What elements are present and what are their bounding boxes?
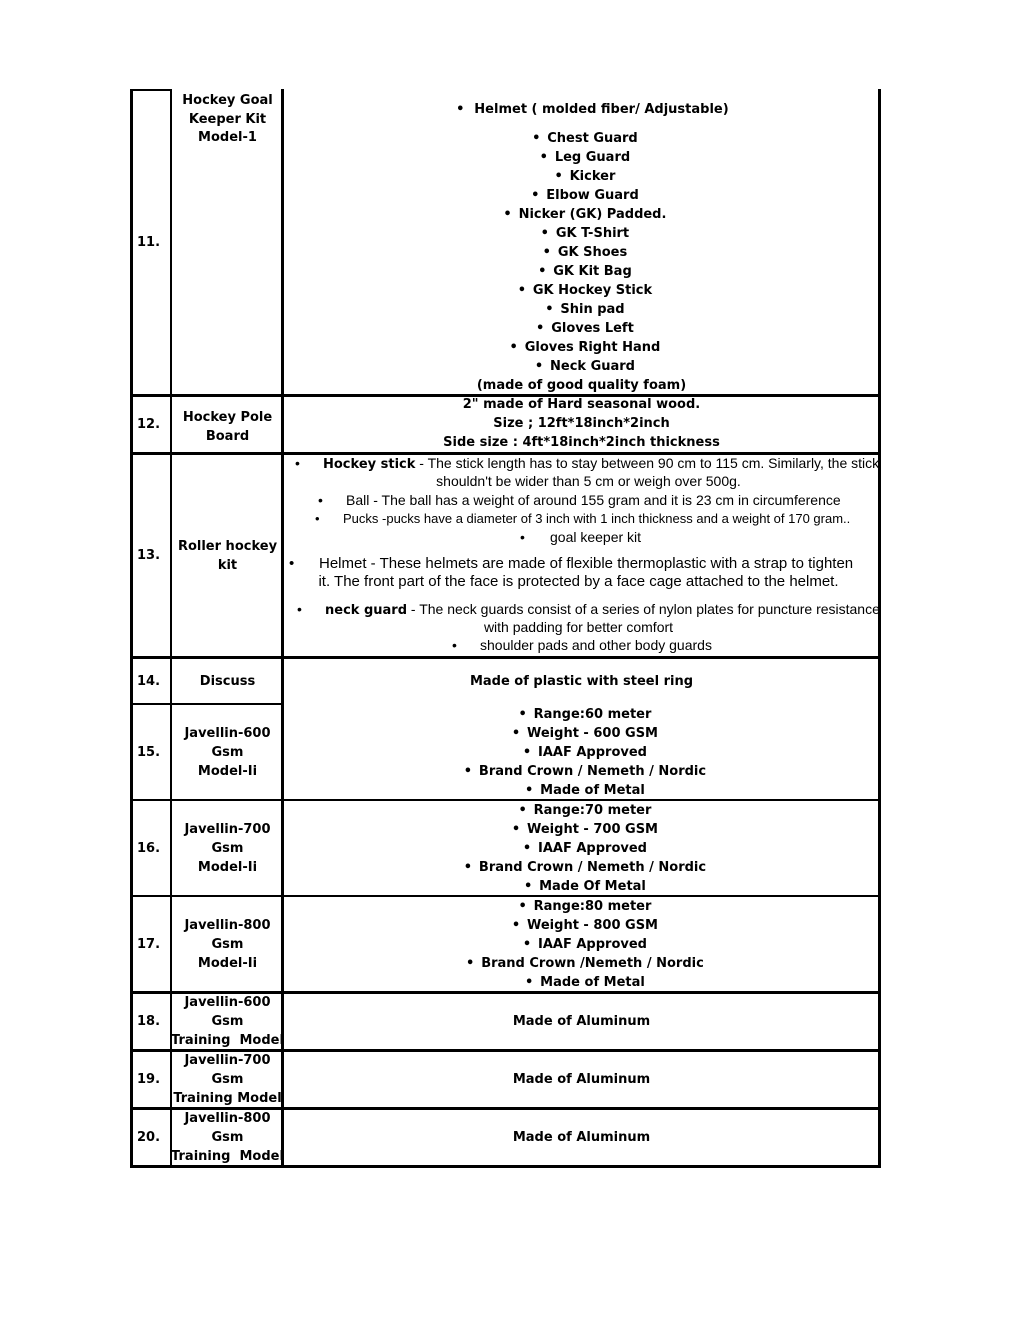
bullet-icon: • (525, 783, 534, 798)
row-number: 13. (137, 548, 161, 563)
item-description: Made of Aluminum (512, 1130, 651, 1145)
list-item: • IAAF Approved (283, 935, 880, 954)
list-item: • Leg Guard (283, 148, 880, 167)
list-item: • Range:70 meter (283, 801, 880, 820)
list-item: • Range:80 meter (283, 897, 880, 916)
list-item: • Weight - 600 GSM (283, 724, 880, 743)
row-number: 14. (137, 673, 161, 689)
list-item: • Helmet ( molded fiber/ Adjustable) (283, 100, 880, 119)
list-item: • Ball - The ball has a weight of around 155 gram and it is 23 cm in circumference (318, 492, 841, 508)
bullet-icon: • (542, 245, 551, 260)
bullet-icon: • (466, 956, 475, 971)
list-item: • Brand Crown / Nemeth / Nordic (283, 762, 880, 781)
bullet-icon: • (289, 555, 295, 572)
item-description: Made of Aluminum (512, 1014, 651, 1029)
bullet-icon: • (539, 150, 548, 165)
spec-list (283, 801, 880, 896)
item-description (283, 897, 880, 992)
list-item: • GK Shoes (283, 243, 880, 262)
bullet-icon: • (518, 803, 527, 818)
table-row (131, 455, 880, 656)
bullet-icon: • (554, 169, 563, 184)
row-number: 16. (137, 840, 161, 856)
bullet-icon: • (297, 601, 302, 617)
spec-list (283, 897, 880, 992)
item-description: • Hockey stick - The stick length has to stay between 90 cm to 115 cm. Similarly, the stick shouldn't be wider than 5 cm or weigh over 500g. • Ball - The ball has a weight of around 155 gram and it is 23 cm in circumference • Pucks -pucks have a diameter of 3 inch with 1 inch thickness and a weight of 170 gram.. • goal keeper kit • Helmet - These helmets are made of flexible thermoplastic with a strap to tighten it. The front part of the face is protected by a face cage attached to the helmet. • neck guard - The neck guards consist of a series of nylon plates for puncture resistance with padding for better comfort • shoulder pads and other body guards (283, 454, 880, 654)
list-item: • Brand Crown /Nemeth / Nordic (283, 954, 880, 973)
table-row (131, 1110, 880, 1165)
item-description: Made of Aluminum (512, 1072, 651, 1087)
bullet-icon: • (522, 937, 532, 952)
list-item: • Nicker (GK) Padded. (283, 205, 880, 224)
item-name: Roller hockey kit (177, 538, 278, 573)
item-name: Javellin-800 Gsm Model-Ii (184, 917, 271, 971)
bullet-icon: • (531, 188, 540, 203)
bullet-icon: • (315, 511, 320, 526)
table-row (131, 705, 880, 799)
table-row (131, 1052, 880, 1107)
list-item: • Shin pad (283, 300, 880, 319)
list-item: • shoulder pads and other body guards (452, 637, 712, 653)
bullet-icon: • (511, 822, 521, 837)
bullet-icon: • (503, 207, 512, 222)
spec-list (283, 705, 880, 800)
list-item: • Made Of Metal (283, 877, 880, 896)
bullet-icon: • (540, 226, 549, 241)
table-row (131, 91, 880, 394)
bullet-icon: • (511, 726, 521, 741)
item-name: Javellin-800 Gsm Training Model (171, 1111, 284, 1164)
list-item: • Neck Guard (283, 357, 880, 376)
row-number: 20. (137, 1130, 161, 1145)
bullet-icon: • (452, 637, 457, 653)
bullet-icon: • (518, 707, 527, 722)
row-number: 15. (137, 744, 161, 760)
bullet-icon: • (318, 492, 323, 508)
bullet-icon: • (532, 131, 541, 146)
row-number: 12. (137, 417, 161, 432)
item-description (283, 705, 880, 800)
bullet-icon: • (463, 764, 473, 779)
bullet-icon: • (511, 918, 521, 933)
list-item: • Weight - 700 GSM (283, 820, 880, 839)
list-item: • Pucks -pucks have a diameter of 3 inch with 1 inch thickness and a weight of 170 gram.. (315, 511, 851, 526)
list-item: • goal keeper kit (520, 529, 642, 545)
bullet-icon: • (538, 264, 547, 279)
bullet-icon: • (522, 841, 532, 856)
list-item: • GK Kit Bag (283, 262, 880, 281)
bullet-icon: • (517, 283, 526, 298)
bullet-icon: • (545, 302, 554, 317)
list-item: • IAAF Approved (283, 743, 880, 762)
list-item: • Chest Guard (283, 129, 880, 148)
bullet-icon: • (525, 975, 534, 990)
item-name: Discuss (199, 673, 256, 689)
table-row (131, 801, 880, 895)
item-name: Hockey Goal Keeper Kit Model-1 (182, 93, 273, 145)
item-name: Javellin-600 Gsm Model-Ii (184, 725, 271, 779)
table-row (131, 897, 880, 991)
bullet-icon: • (518, 899, 527, 914)
row-number: 17. (137, 936, 161, 952)
list-item: • Kicker (283, 167, 880, 186)
bullet-icon: • (509, 340, 518, 355)
table-row (131, 659, 880, 703)
list-item: • Range:60 meter (283, 705, 880, 724)
list-item: • neck guard - The neck guards consist of a series of nylon plates for puncture resistance (297, 601, 880, 618)
bullet-icon: • (536, 321, 545, 336)
list-item: • Weight - 800 GSM (283, 916, 880, 935)
bullet-icon: • (520, 529, 525, 545)
component-list (283, 129, 880, 376)
list-item: • Elbow Guard (283, 186, 880, 205)
bullet-icon: • (456, 102, 465, 117)
row-number: 11. (137, 235, 161, 250)
list-item: • GK Hockey Stick (283, 281, 880, 300)
list-item: • IAAF Approved (283, 839, 880, 858)
item-name: Javellin-700 Gsm Training Model (173, 1053, 282, 1106)
material-note: (made of good quality foam) (476, 378, 687, 393)
item-description: Made of plastic with steel ring (469, 674, 694, 689)
list-item: • Hockey stick - The stick length has to stay between 90 cm to 115 cm. Similarly, the stick (295, 455, 880, 472)
item-description (283, 801, 880, 896)
list-item: • Gloves Left (283, 319, 880, 338)
bullet-icon: • (522, 745, 532, 760)
item-description: 2" made of Hard seasonal wood. Size ; 12ft*18inch*2inch Side size : 4ft*18inch*2inch thickness (443, 397, 720, 450)
list-item: • GK T-Shirt (283, 224, 880, 243)
bullet-icon: • (523, 879, 533, 894)
bullet-icon: • (463, 860, 473, 875)
item-name: Hockey Pole Board (182, 409, 273, 444)
list-item: • Helmet - These helmets are made of flexible thermoplastic with a strap to tighten (289, 555, 854, 572)
list-item: • Made of Metal (283, 781, 880, 800)
item-name: Javellin-700 Gsm Model-Ii (184, 821, 271, 875)
item-name: Javellin-600 Gsm Training Model (171, 995, 284, 1048)
list-item: • Made of Metal (283, 973, 880, 992)
bullet-icon: • (534, 359, 544, 374)
item-description (283, 91, 880, 395)
table-row (131, 994, 880, 1049)
list-item: • Brand Crown / Nemeth / Nordic (283, 858, 880, 877)
list-item: • Gloves Right Hand (283, 338, 880, 357)
row-number: 18. (137, 1014, 161, 1029)
bullet-icon: • (295, 455, 300, 471)
table-row (131, 397, 880, 452)
row-number: 19. (137, 1072, 161, 1087)
